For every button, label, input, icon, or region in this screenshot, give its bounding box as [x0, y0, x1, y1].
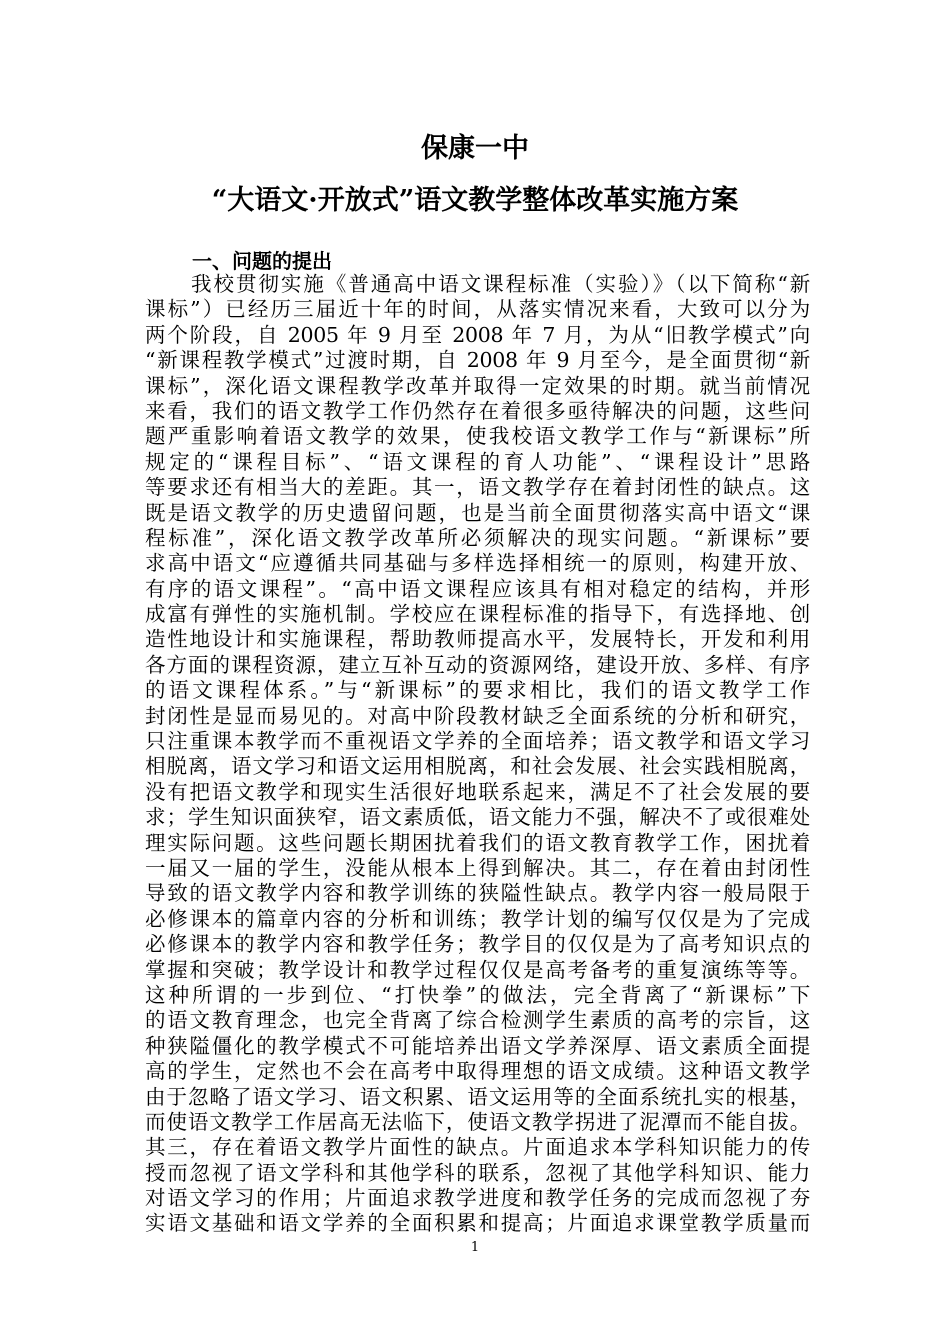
paragraph-line: 只注重课本教学而不重视语文学养的全面培养；语文教学和语文学习: [145, 729, 810, 754]
paragraph-line: 两个阶段，自 2005 年 9 月至 2008 年 7 月，为从“旧教学模式”向: [145, 322, 810, 347]
paragraph-line: “新课程教学模式”过渡时期，自 2008 年 9 月至今，是全面贯彻“新: [145, 348, 810, 373]
paragraph-line: 求高中语文“应遵循共同基础与多样选择相统一的原则，构建开放、: [145, 551, 810, 576]
paragraph-line: 求；学生知识面狭窄，语文素质低，语文能力不强，解决不了或很难处: [145, 805, 810, 830]
paragraph-line: 授而忽视了语文学科和其他学科的联系，忽视了其他学科知识、能力: [145, 1160, 810, 1185]
section-heading: 一、问题的提出: [192, 249, 332, 273]
paragraph-line: 我校贯彻实施《普通高中语文课程标准（实验）》（以下简称“新: [191, 272, 810, 296]
paragraph-line: 高的学生，定然也不会在高考中取得理想的语文成绩。这种语文教学: [145, 1059, 810, 1084]
paragraph-line: 有序的语文课程”。“高中语文课程应该具有相对稳定的结构，并形: [145, 576, 810, 601]
paragraph-line: 相脱离，语文学习和语文运用相脱离，和社会发展、社会实践相脱离，: [145, 754, 810, 779]
paragraph-line: 必修课本的教学内容和教学任务；教学目的仅仅是为了高考知识点的: [145, 932, 810, 957]
paragraph-line: 的语文课程体系。”与“新课标”的要求相比，我们的语文教学工作: [145, 678, 810, 703]
paragraph-line: 其三，存在着语文教学片面性的缺点。片面追求本学科知识能力的传: [145, 1135, 810, 1160]
paragraph-line: 规定的“课程目标”、“语文课程的育人功能”、“课程设计”思路: [145, 449, 810, 474]
paragraph-line: 的语文教育理念，也完全背离了综合检测学生素质的高考的宗旨，这: [145, 1008, 810, 1033]
paragraph-line: 造性地设计和实施课程，帮助教师提高水平，发展特长，开发和利用: [145, 627, 810, 652]
body-paragraph: [145, 272, 810, 1237]
paragraph-line: 各方面的课程资源，建立互补互动的资源网络，建设开放、多样、有序: [145, 652, 810, 677]
paragraph-line: 程标准”，深化语文教学改革所必须解决的现实问题。“新课标”要: [145, 525, 810, 550]
paragraph-line: 一届又一届的学生，没能从根本上得到解决。其二，存在着由封闭性: [145, 855, 810, 880]
paragraph-line: 既是语文教学的历史遗留问题，也是当前全面贯彻落实高中语文“课: [145, 500, 810, 525]
paragraph-line: 实语文基础和语文学养的全面积累和提高；片面追求课堂教学质量而: [145, 1211, 810, 1236]
paragraph-line: 成富有弹性的实施机制。学校应在课程标准的指导下，有选择地、创: [145, 602, 810, 627]
paragraph-line: 课标”，深化语文课程教学改革并取得一定效果的时期。就当前情况: [145, 373, 810, 398]
paragraph-line: 没有把语文教学和现实生活很好地联系起来，满足不了社会发展的要: [145, 779, 810, 804]
paragraph-line: 由于忽略了语文学习、语文积累、语文运用等的全面系统扎实的根基，: [145, 1084, 810, 1109]
paragraph-line: 等要求还有相当大的差距。其一，语文教学存在着封闭性的缺点。这: [145, 475, 810, 500]
paragraph-line: 理实际问题。这些问题长期困扰着我们的语文教育教学工作，困扰着: [145, 830, 810, 855]
paragraph-line: 掌握和突破；教学设计和教学过程仅仅是高考备考的重复演练等等。: [145, 957, 810, 982]
page-number: 1: [470, 1240, 480, 1255]
paragraph-line: 必修课本的篇章内容的分析和训练；教学计划的编写仅仅是为了完成: [145, 906, 810, 931]
paragraph-line: 课标”）已经历三届近十年的时间，从落实情况来看，大致可以分为: [145, 297, 810, 322]
paragraph-line: 这种所谓的一步到位、“打快拳”的做法，完全背离了“新课标”下: [145, 982, 810, 1007]
paragraph-line: 题严重影响着语文教学的效果，使我校语文教学工作与“新课标”所: [145, 424, 810, 449]
school-name-title: 保康一中: [421, 133, 529, 164]
paragraph-line: 对语文学习的作用；片面追求教学进度和教学任务的完成而忽视了夯: [145, 1186, 810, 1211]
document-title: “大语文·开放式”语文教学整体改革实施方案: [211, 185, 739, 216]
paragraph-line: 种狭隘僵化的教学模式不可能培养出语文学养深厚、语文素质全面提: [145, 1033, 810, 1058]
paragraph-line: 来看，我们的语文教学工作仍然存在着很多亟待解决的问题，这些问: [145, 398, 810, 423]
paragraph-line: 封闭性是显而易见的。对高中阶段教材缺乏全面系统的分析和研究，: [145, 703, 810, 728]
paragraph-line: 导致的语文教学内容和教学训练的狭隘性缺点。教学内容一般局限于: [145, 881, 810, 906]
paragraph-line: 而使语文教学工作居高无法临下，使语文教学拐进了泥潭而不能自拔。: [145, 1109, 810, 1134]
